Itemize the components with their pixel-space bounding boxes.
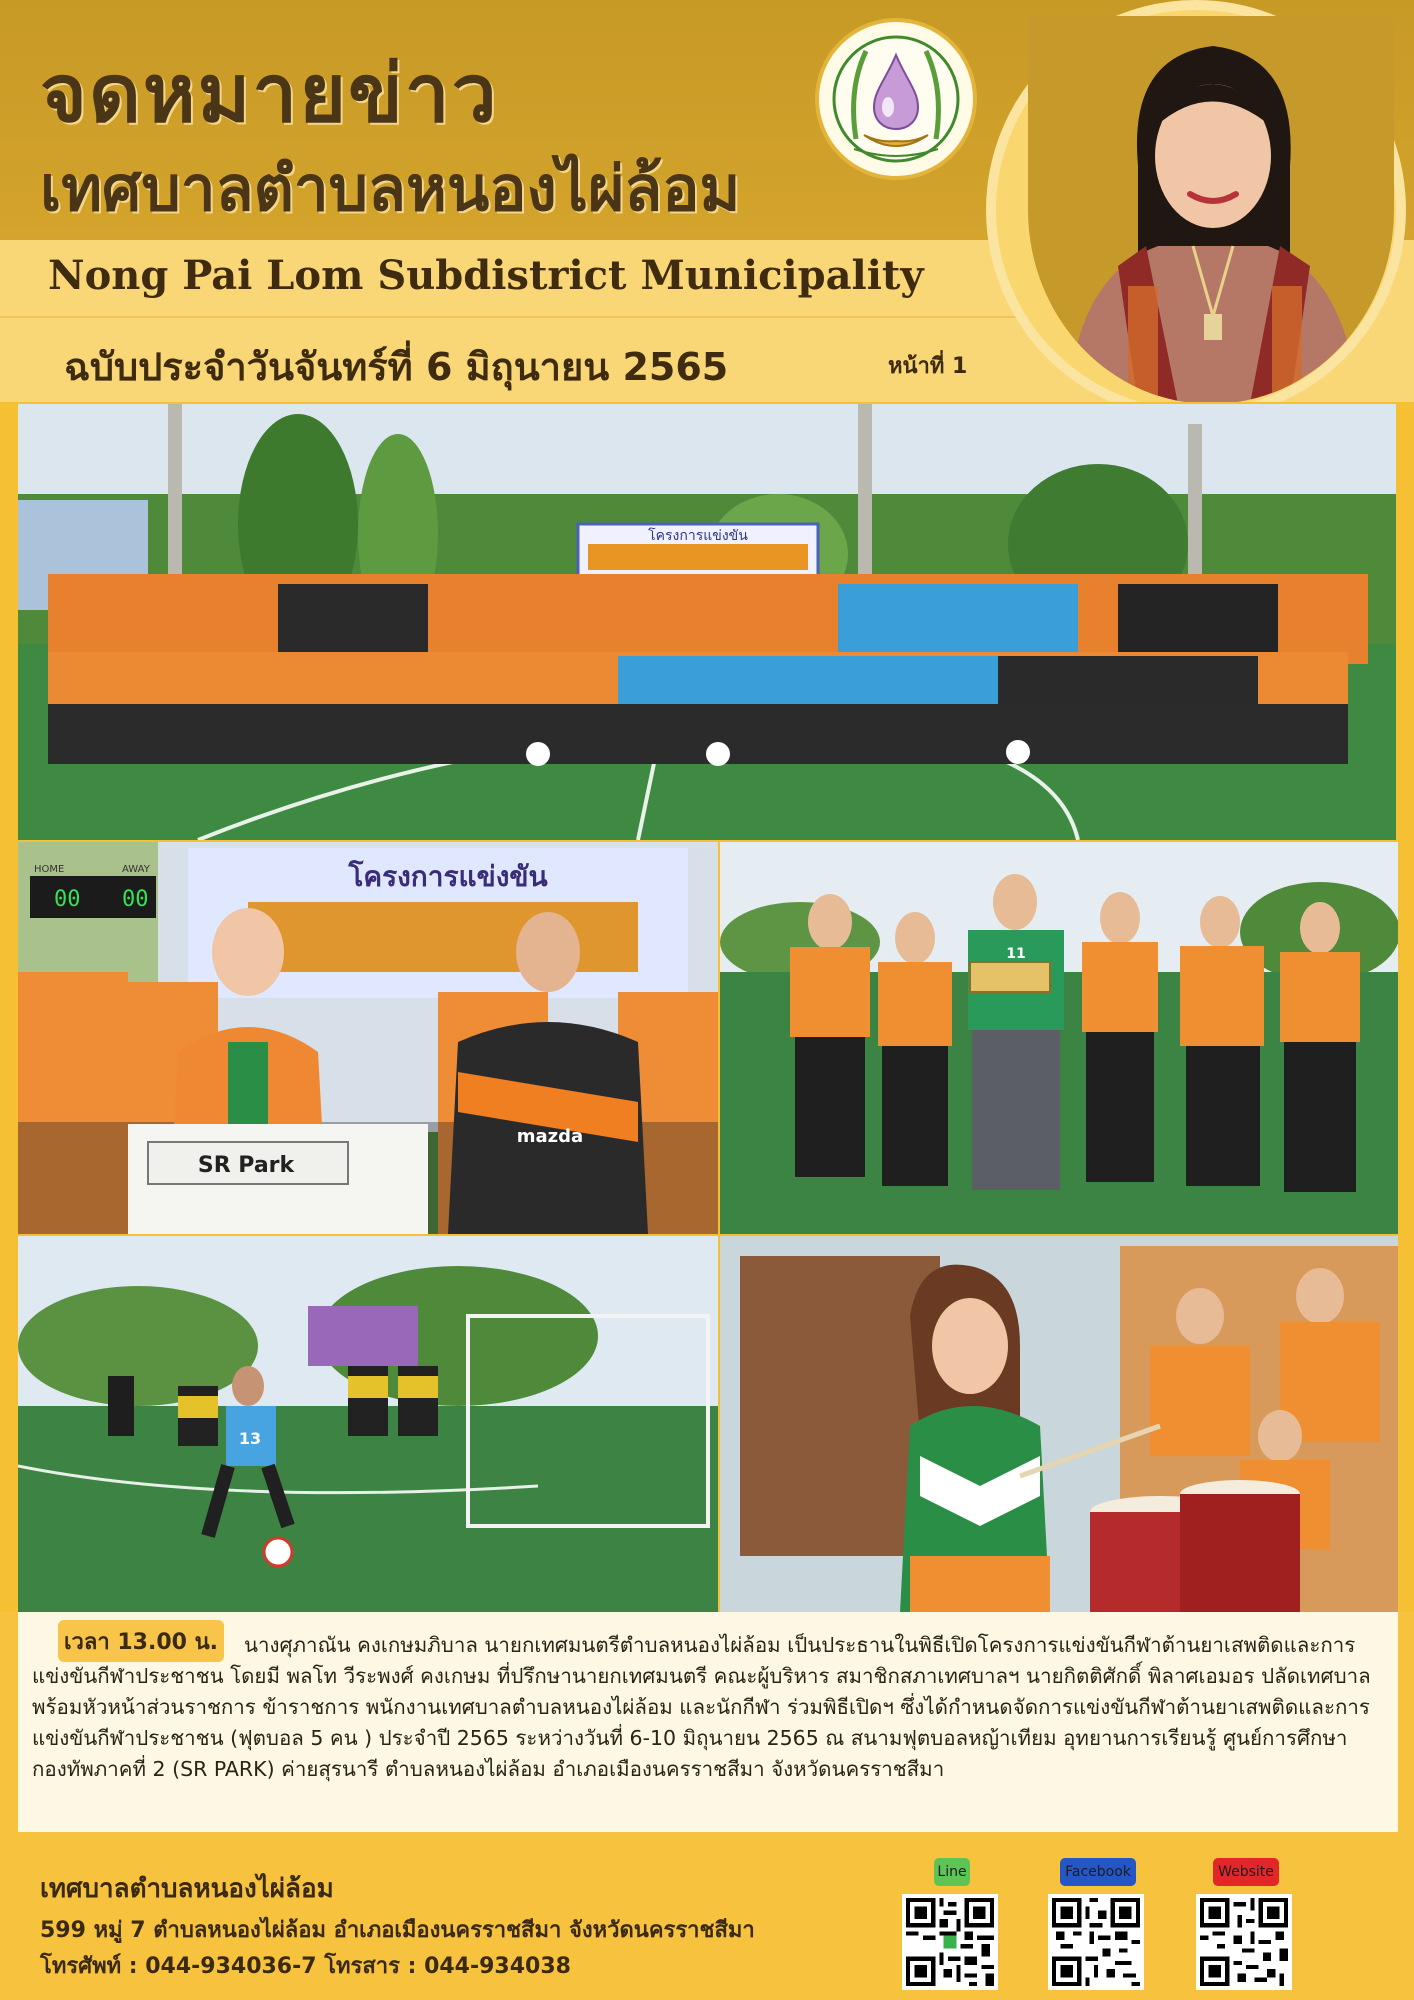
footer-phone: โทรศัพท์ : 044-934036-7 โทรสาร : 044-934038 bbox=[40, 1954, 571, 1979]
news-story-body: นางศุภาณัน คงเกษมภิบาล นายกเทศมนตรีตำบลหนองไผ่ล้อม เป็นประธานในพิธีเปิดโครงการแข่งขันกีฬาต้านยาเสพติดและการแข่งขันกีฬาประชาชน โดยมี พลโท วีระพงศ์ คงเกษม ที่ปรึกษานายกเทศมนตรี คณะผู้บริหาร สมาชิกสภาเทศบาลฯ นายกิตติศักดิ์ พิลาศเอมอร ปลัดเทศบาล พร้อมหัวหน้าส่วนราชการ ข้าราชการ พนักงานเทศบาลตำบลหนองไผ่ล้อม และนักกีฬา ร่วมพิธีเปิดฯ ซึ่งได้กำหนดจัดการแข่งขันกีฬาต้านยาเสพติดและการแข่งขันกีฬาประชาชน (ฟุตบอล 5 คน ) ประจำปี 2565 ระหว่างวันที่ 6-10 มิถุนายน 2565 ณ สนามฟุตบอลหญ้าเทียม อุทยานการเรียนรู้ ศูนย์การศึกษากองทัพภาคที่ 2 (SR PARK) ค่ายสุรนารี ตำบลหนองไผ่ล้อม อำเภอเมืองนครราชสีมา จังหวัดนครราชสีมา bbox=[32, 1633, 1371, 1781]
podium-sign: SR Park bbox=[197, 1153, 295, 1178]
website-label: Website bbox=[1213, 1858, 1279, 1886]
mayor-portrait bbox=[1028, 16, 1394, 404]
facebook-qr[interactable] bbox=[1048, 1858, 1148, 1990]
drum-performance-photo bbox=[720, 1236, 1398, 1612]
jersey-number-13: 13 bbox=[238, 1429, 262, 1448]
backdrop-title: โครงการแข่งขัน bbox=[348, 860, 548, 893]
group-photo bbox=[18, 404, 1396, 840]
football-match-photo bbox=[18, 1236, 718, 1612]
page-number: หน้าที่ 1 bbox=[888, 354, 968, 379]
speaker-photo bbox=[18, 842, 718, 1234]
footer-org-name: เทศบาลตำบลหนองไผ่ล้อม bbox=[40, 1874, 334, 1904]
scoreboard-home-score: 00 bbox=[54, 887, 81, 912]
footer-address: 599 หมู่ 7 ตำบลหนองไผ่ล้อม อำเภอเมืองนครราชสีมา จังหวัดนครราชสีมา bbox=[40, 1918, 755, 1943]
municipality-seal-icon bbox=[815, 18, 977, 180]
header-divider bbox=[0, 316, 1070, 318]
newsletter-title: จดหมายข่าว bbox=[40, 47, 499, 140]
scoreboard-home-label: HOME bbox=[34, 864, 65, 875]
website-qr-icon[interactable] bbox=[1196, 1894, 1292, 1990]
time-badge: เวลา 13.00 น. bbox=[58, 1620, 224, 1662]
line-qr[interactable] bbox=[902, 1858, 1002, 1990]
municipality-english-name: Nong Pai Lom Subdistrict Municipality bbox=[48, 252, 924, 299]
scoreboard-away-label: AWAY bbox=[122, 864, 150, 875]
scoreboard-away-score: 00 bbox=[122, 887, 149, 912]
line-qr-icon[interactable] bbox=[902, 1894, 998, 1990]
news-story-box bbox=[18, 1612, 1398, 1832]
municipality-title: เทศบาลตำบลหนองไผ่ล้อม bbox=[40, 152, 741, 225]
facebook-label: Facebook bbox=[1060, 1858, 1136, 1886]
facebook-qr-icon[interactable] bbox=[1048, 1894, 1144, 1990]
jersey-number-11: 11 bbox=[1006, 946, 1026, 962]
jersey-brand: mazda bbox=[516, 1126, 584, 1147]
banner-title: โครงการแข่งขัน bbox=[648, 528, 748, 544]
officials-photo bbox=[720, 842, 1398, 1234]
issue-date: ฉบับประจำวันจันทร์ที่ 6 มิถุนายน 2565 bbox=[64, 345, 729, 389]
line-label: Line bbox=[934, 1858, 970, 1886]
website-qr[interactable] bbox=[1196, 1858, 1296, 1990]
